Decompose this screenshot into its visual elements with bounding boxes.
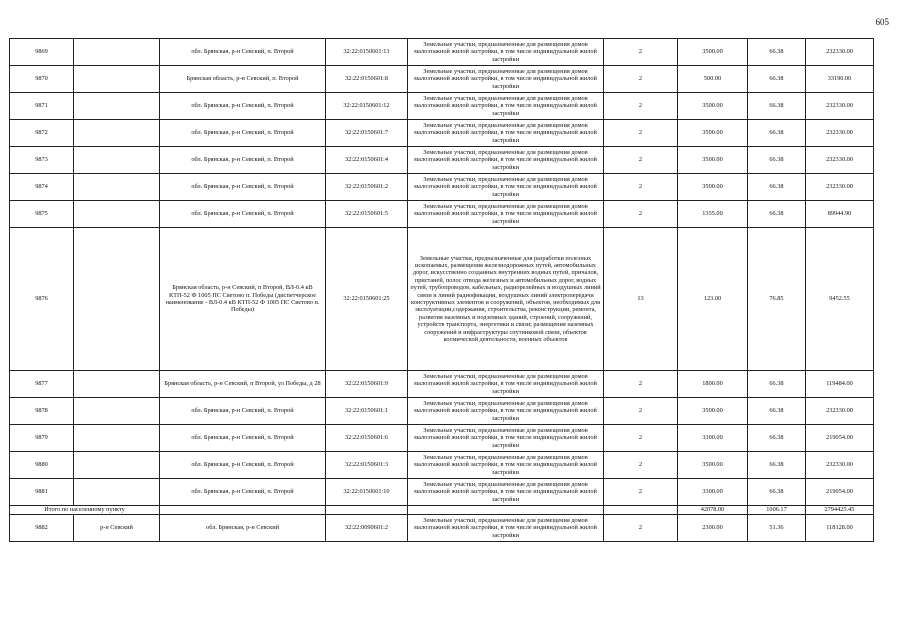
row-purpose: Земельные участки, предназначенные для размещения домов малоэтажной жилой застройки, в том числе индивидуальной жилой застройки (408, 201, 604, 228)
row-area: 3500.00 (678, 452, 748, 479)
row-price: 66.38 (748, 147, 806, 174)
row-empty-cell (74, 228, 160, 371)
row-id: 9869 (10, 39, 74, 66)
table-row (10, 371, 874, 398)
row-empty-cell (74, 174, 160, 201)
row-group: 2 (604, 479, 678, 506)
row-value: 232330.00 (806, 39, 874, 66)
row-group: 2 (604, 39, 678, 66)
row-empty-cell (74, 479, 160, 506)
row-empty-cell (74, 147, 160, 174)
row-empty-cell (74, 398, 160, 425)
row-value: 89944.90 (806, 201, 874, 228)
row-group: 2 (604, 66, 678, 93)
row-cadastral: 32:22:0150601:5 (326, 201, 408, 228)
row-group: 2 (604, 452, 678, 479)
row-purpose: Земельные участки, предназначенные для размещения домов малоэтажной жилой застройки, в том числе индивидуальной жилой застройки (408, 147, 604, 174)
row-area: 3500.00 (678, 39, 748, 66)
row-value: 232330.00 (806, 93, 874, 120)
row-id: 9876 (10, 228, 74, 371)
row-value: 118128.00 (806, 515, 874, 542)
page-number: 605 (875, 17, 889, 27)
row-cadastral: 32:22:0090601:2 (326, 515, 408, 542)
row-address: обл. Брянская, р-н Севский, п. Второй (160, 39, 326, 66)
row-cadastral: 32:22:0150601:10 (326, 479, 408, 506)
row-group: 2 (604, 93, 678, 120)
table-row (10, 452, 874, 479)
row-value: 33190.00 (806, 66, 874, 93)
table-row (10, 479, 874, 506)
table-body (10, 39, 874, 542)
row-area: 3300.00 (678, 425, 748, 452)
row-group: 2 (604, 515, 678, 542)
total-empty-cell (604, 506, 678, 515)
row-value: 232330.00 (806, 452, 874, 479)
row-address: Брянская область, р-н Севский, п. Второй (160, 66, 326, 93)
row-area: 1355.00 (678, 201, 748, 228)
row-purpose: Земельные участки, предназначенные для размещения домов малоэтажной жилой застройки, в том числе индивидуальной жилой застройки (408, 120, 604, 147)
row-address: обл. Брянская, р-н Севский, п. Второй (160, 147, 326, 174)
table-row (10, 228, 874, 371)
row-price: 66.38 (748, 452, 806, 479)
table-row (10, 515, 874, 542)
row-price: 76.85 (748, 228, 806, 371)
row-area: 3500.00 (678, 93, 748, 120)
table-row (10, 39, 874, 66)
row-id: 9871 (10, 93, 74, 120)
row-area: 500.00 (678, 66, 748, 93)
row-price: 66.38 (748, 39, 806, 66)
row-empty-cell (74, 66, 160, 93)
row-cadastral: 32:22:0150601:9 (326, 371, 408, 398)
row-area: 3500.00 (678, 174, 748, 201)
row-purpose: Земельные участки, предназначенные для размещения домов малоэтажной жилой застройки, в том числе индивидуальной жилой застройки (408, 371, 604, 398)
row-area: 1800.00 (678, 371, 748, 398)
total-price: 1006.17 (748, 506, 806, 515)
row-address: обл. Брянская, р-н Севский, п. Второй (160, 93, 326, 120)
row-id: 9875 (10, 201, 74, 228)
row-purpose: Земельные участки, предназначенные для размещения домов малоэтажной жилой застройки, в том числе индивидуальной жилой застройки (408, 479, 604, 506)
row-price: 51.36 (748, 515, 806, 542)
row-area: 3300.00 (678, 479, 748, 506)
total-value: 2794425.45 (806, 506, 874, 515)
section-name: р-н Севский (74, 515, 160, 542)
row-empty-cell (74, 371, 160, 398)
total-empty-cell (408, 506, 604, 515)
row-price: 66.38 (748, 479, 806, 506)
row-address: обл. Брянская, р-н Севский, п. Второй (160, 479, 326, 506)
row-id: 9874 (10, 174, 74, 201)
row-price: 66.38 (748, 398, 806, 425)
row-cadastral: 32:22:0150601:7 (326, 120, 408, 147)
row-purpose: Земельные участки, предназначенные для разработки полезных ископаемых, размещения железнодорожных путей, автомобильных дорог, искусственно созданных внутренних водных путей, причалов, пристаней, полос отвода железных и автомобильных дорог, водных путей, трубопроводов, кабельных, радиорелейных и воздушных линий связи и линий радиофикации, воздушных линий электропередачи конструктивных элементов и сооружений, объектов, необходимых для эксплуатации,содержания, строительства, реконструкции, ремонта, развития наземных и подземных зданий, строений, сооружений, устройств транспорта, энергетики и связи; размещения наземных сооружений и инфраструктуры спутниковой связи, объектов космической деятельности, военных объектов (408, 228, 604, 371)
total-label: Итого по населенному пункту (10, 506, 160, 515)
row-address: обл. Брянская, р-н Севский, п. Второй (160, 174, 326, 201)
row-id: 9870 (10, 66, 74, 93)
row-cadastral: 32:22:0150601:4 (326, 147, 408, 174)
row-address: обл. Брянская, р-н Севский, п. Второй (160, 398, 326, 425)
row-purpose: Земельные участки, предназначенные для размещения домов малоэтажной жилой застройки, в том числе индивидуальной жилой застройки (408, 515, 604, 542)
total-area: 42078.00 (678, 506, 748, 515)
row-price: 66.38 (748, 120, 806, 147)
row-cadastral: 32:22:0150601:1 (326, 398, 408, 425)
table-row (10, 398, 874, 425)
row-cadastral: 32:22:0150601:12 (326, 93, 408, 120)
row-cadastral: 32:22:0150601:6 (326, 425, 408, 452)
row-address: обл. Брянская, р-н Севский, п. Второй (160, 452, 326, 479)
row-value: 232330.00 (806, 174, 874, 201)
row-address: обл. Брянская, р-н Севский, п. Второй (160, 120, 326, 147)
row-price: 66.38 (748, 425, 806, 452)
row-id: 9881 (10, 479, 74, 506)
row-area: 3500.00 (678, 398, 748, 425)
row-group: 2 (604, 120, 678, 147)
row-group: 2 (604, 371, 678, 398)
land-registry-table (9, 38, 874, 542)
row-value: 9452.55 (806, 228, 874, 371)
row-purpose: Земельные участки, предназначенные для размещения домов малоэтажной жилой застройки, в том числе индивидуальной жилой застройки (408, 66, 604, 93)
row-area: 3500.00 (678, 120, 748, 147)
row-price: 66.38 (748, 174, 806, 201)
row-address: обл. Брянская, р-н Севский (160, 515, 326, 542)
table-row (10, 174, 874, 201)
row-id: 9877 (10, 371, 74, 398)
row-cadastral: 32:22:0150601:8 (326, 66, 408, 93)
table-row (10, 93, 874, 120)
row-price: 66.38 (748, 93, 806, 120)
row-cadastral: 32:22:0150601:2 (326, 174, 408, 201)
table-row (10, 201, 874, 228)
row-purpose: Земельные участки, предназначенные для размещения домов малоэтажной жилой застройки, в том числе индивидуальной жилой застройки (408, 39, 604, 66)
row-empty-cell (74, 120, 160, 147)
row-address: обл. Брянская, р-н Севский, п. Второй (160, 425, 326, 452)
row-purpose: Земельные участки, предназначенные для размещения домов малоэтажной жилой застройки, в том числе индивидуальной жилой застройки (408, 398, 604, 425)
row-empty-cell (74, 452, 160, 479)
total-empty-cell (326, 506, 408, 515)
row-purpose: Земельные участки, предназначенные для размещения домов малоэтажной жилой застройки, в том числе индивидуальной жилой застройки (408, 425, 604, 452)
row-group: 2 (604, 425, 678, 452)
row-empty-cell (74, 39, 160, 66)
row-id: 9882 (10, 515, 74, 542)
row-group: 2 (604, 174, 678, 201)
row-area: 123.00 (678, 228, 748, 371)
row-group: 13 (604, 228, 678, 371)
row-group: 2 (604, 147, 678, 174)
row-address: Брянская область, р-н Севский, п Второй, ул Победы, д 28 (160, 371, 326, 398)
row-address: обл. Брянская, р-н Севский, п. Второй (160, 201, 326, 228)
row-id: 9880 (10, 452, 74, 479)
row-id: 9879 (10, 425, 74, 452)
row-id: 9872 (10, 120, 74, 147)
table-row (10, 120, 874, 147)
row-cadastral: 32:22:0150601:3 (326, 452, 408, 479)
row-empty-cell (74, 425, 160, 452)
row-cadastral: 32:22:0150601:13 (326, 39, 408, 66)
row-empty-cell (74, 93, 160, 120)
row-purpose: Земельные участки, предназначенные для размещения домов малоэтажной жилой застройки, в том числе индивидуальной жилой застройки (408, 93, 604, 120)
row-group: 2 (604, 398, 678, 425)
row-address: Брянская область, р-н Севский, п Второй, ВЛ-0.4 кВ КТП-52 Ф 1005 ПС Светово п. Победы (диспетчерское наименование - ВЛ-0.4 кВ КТП-52 Ф 1005 ПС Светово п. Победы) (160, 228, 326, 371)
row-purpose: Земельные участки, предназначенные для размещения домов малоэтажной жилой застройки, в том числе индивидуальной жилой застройки (408, 452, 604, 479)
table-row (10, 66, 874, 93)
row-purpose: Земельные участки, предназначенные для размещения домов малоэтажной жилой застройки, в том числе индивидуальной жилой застройки (408, 174, 604, 201)
table-row (10, 425, 874, 452)
table-row (10, 147, 874, 174)
row-value: 219054.00 (806, 425, 874, 452)
total-empty-cell (160, 506, 326, 515)
row-area: 2300.00 (678, 515, 748, 542)
row-area: 3500.00 (678, 147, 748, 174)
row-value: 119484.00 (806, 371, 874, 398)
row-price: 66.38 (748, 201, 806, 228)
row-value: 232330.00 (806, 120, 874, 147)
row-value: 232330.00 (806, 147, 874, 174)
row-cadastral: 32:22:0150601:25 (326, 228, 408, 371)
row-id: 9878 (10, 398, 74, 425)
row-group: 2 (604, 201, 678, 228)
total-row (10, 506, 874, 515)
row-value: 219054.00 (806, 479, 874, 506)
row-empty-cell (74, 201, 160, 228)
row-price: 66.38 (748, 371, 806, 398)
row-value: 232330.00 (806, 398, 874, 425)
row-price: 66.38 (748, 66, 806, 93)
row-id: 9873 (10, 147, 74, 174)
